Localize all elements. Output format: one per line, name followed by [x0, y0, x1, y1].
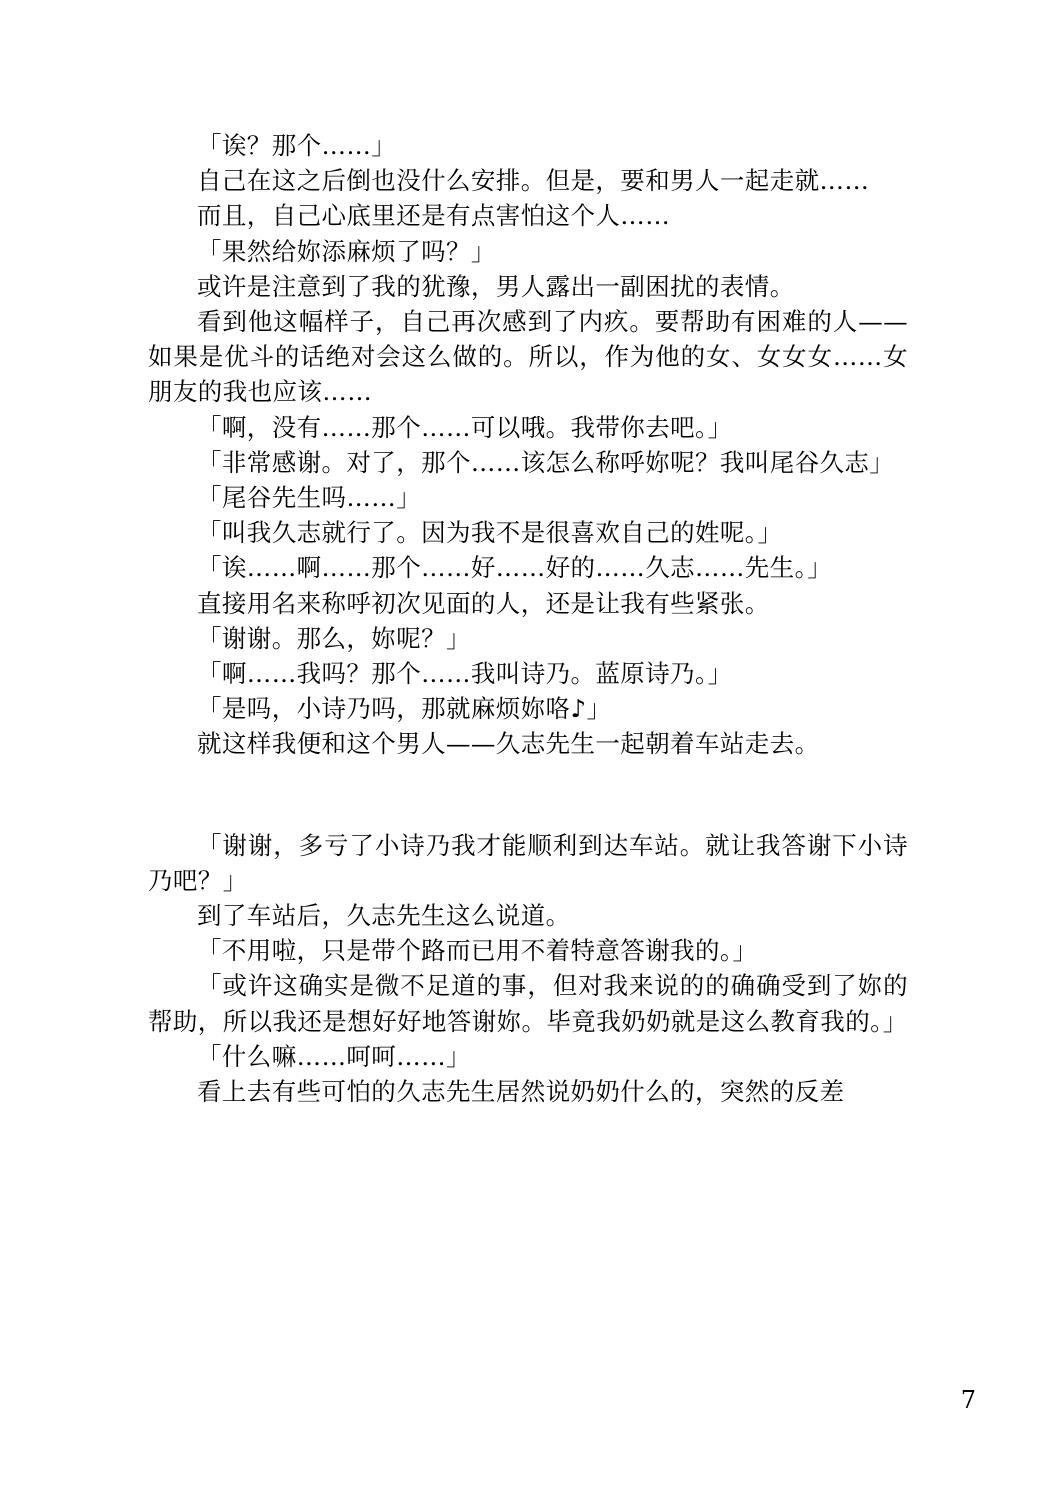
paragraph: 直接用名来称呼初次见面的人，还是让我有些紧张。 [197, 588, 770, 618]
page-number: 7 [960, 1386, 976, 1414]
paragraph: 「果然给妳添麻烦了吗？」 [197, 236, 496, 266]
paragraph: 而且，自己心底里还是有点害怕这个人…… [197, 201, 671, 231]
paragraph: 就这样我便和这个男人——久志先生一起朝着车站走去。 [197, 729, 820, 759]
paragraph: 「什么嘛……呵呵……」 [197, 1041, 471, 1071]
paragraph: 「诶……啊……那个……好……好的……久志……先生。」 [197, 553, 833, 583]
paragraph: 自己在这之后倒也没什么安排。但是，要和男人一起走就…… [197, 166, 870, 196]
paragraph: 到了车站后，久志先生这么说道。 [197, 901, 571, 931]
paragraph: 「啊，没有……那个……可以哦。我带你去吧。」 [197, 412, 733, 442]
paragraph: 「不用啦，只是带个路而已用不着特意答谢我的。」 [197, 936, 758, 966]
paragraph: 看上去有些可怕的久志先生居然说奶奶什么的，突然的反差 [197, 1077, 845, 1107]
paragraph: 「谢谢，多亏了小诗乃我才能顺利到达车站。就让我答谢下小诗乃吧？」 [148, 830, 908, 895]
paragraph: 或许是注意到了我的犹豫，男人露出一副困扰的表情。 [197, 271, 795, 301]
paragraph: 「谢谢。那么，妳呢？」 [197, 623, 471, 653]
paragraph: 「是吗，小诗乃吗，那就麻烦妳咯♪」 [197, 694, 612, 724]
body-text [148, 128, 908, 1109]
paragraph: 看到他这幅样子，自己再次感到了内疚。要帮助有困难的人——如果是优斗的话绝对会这么做的。所以，作为他的女、女女女……女朋友的我也应该…… [148, 307, 908, 407]
paragraph: 「啊……我吗？那个……我叫诗乃。蓝原诗乃。」 [197, 659, 733, 689]
paragraph: 「叫我久志就行了。因为我不是很喜欢自己的姓呢。」 [197, 518, 783, 548]
paragraph: 「非常感谢。对了，那个……该怎么称呼妳呢？我叫尾谷久志」 [197, 447, 895, 477]
section-break [148, 762, 908, 828]
paragraph: 「尾谷先生吗……」 [197, 483, 422, 513]
paragraph: 「诶？那个……」 [197, 131, 397, 160]
paragraph: 「或许这确实是微不足道的事，但对我来说的的确确受到了妳的帮助，所以我还是想好好地答谢妳。毕竟我奶奶就是这么教育我的。」 [148, 971, 908, 1036]
